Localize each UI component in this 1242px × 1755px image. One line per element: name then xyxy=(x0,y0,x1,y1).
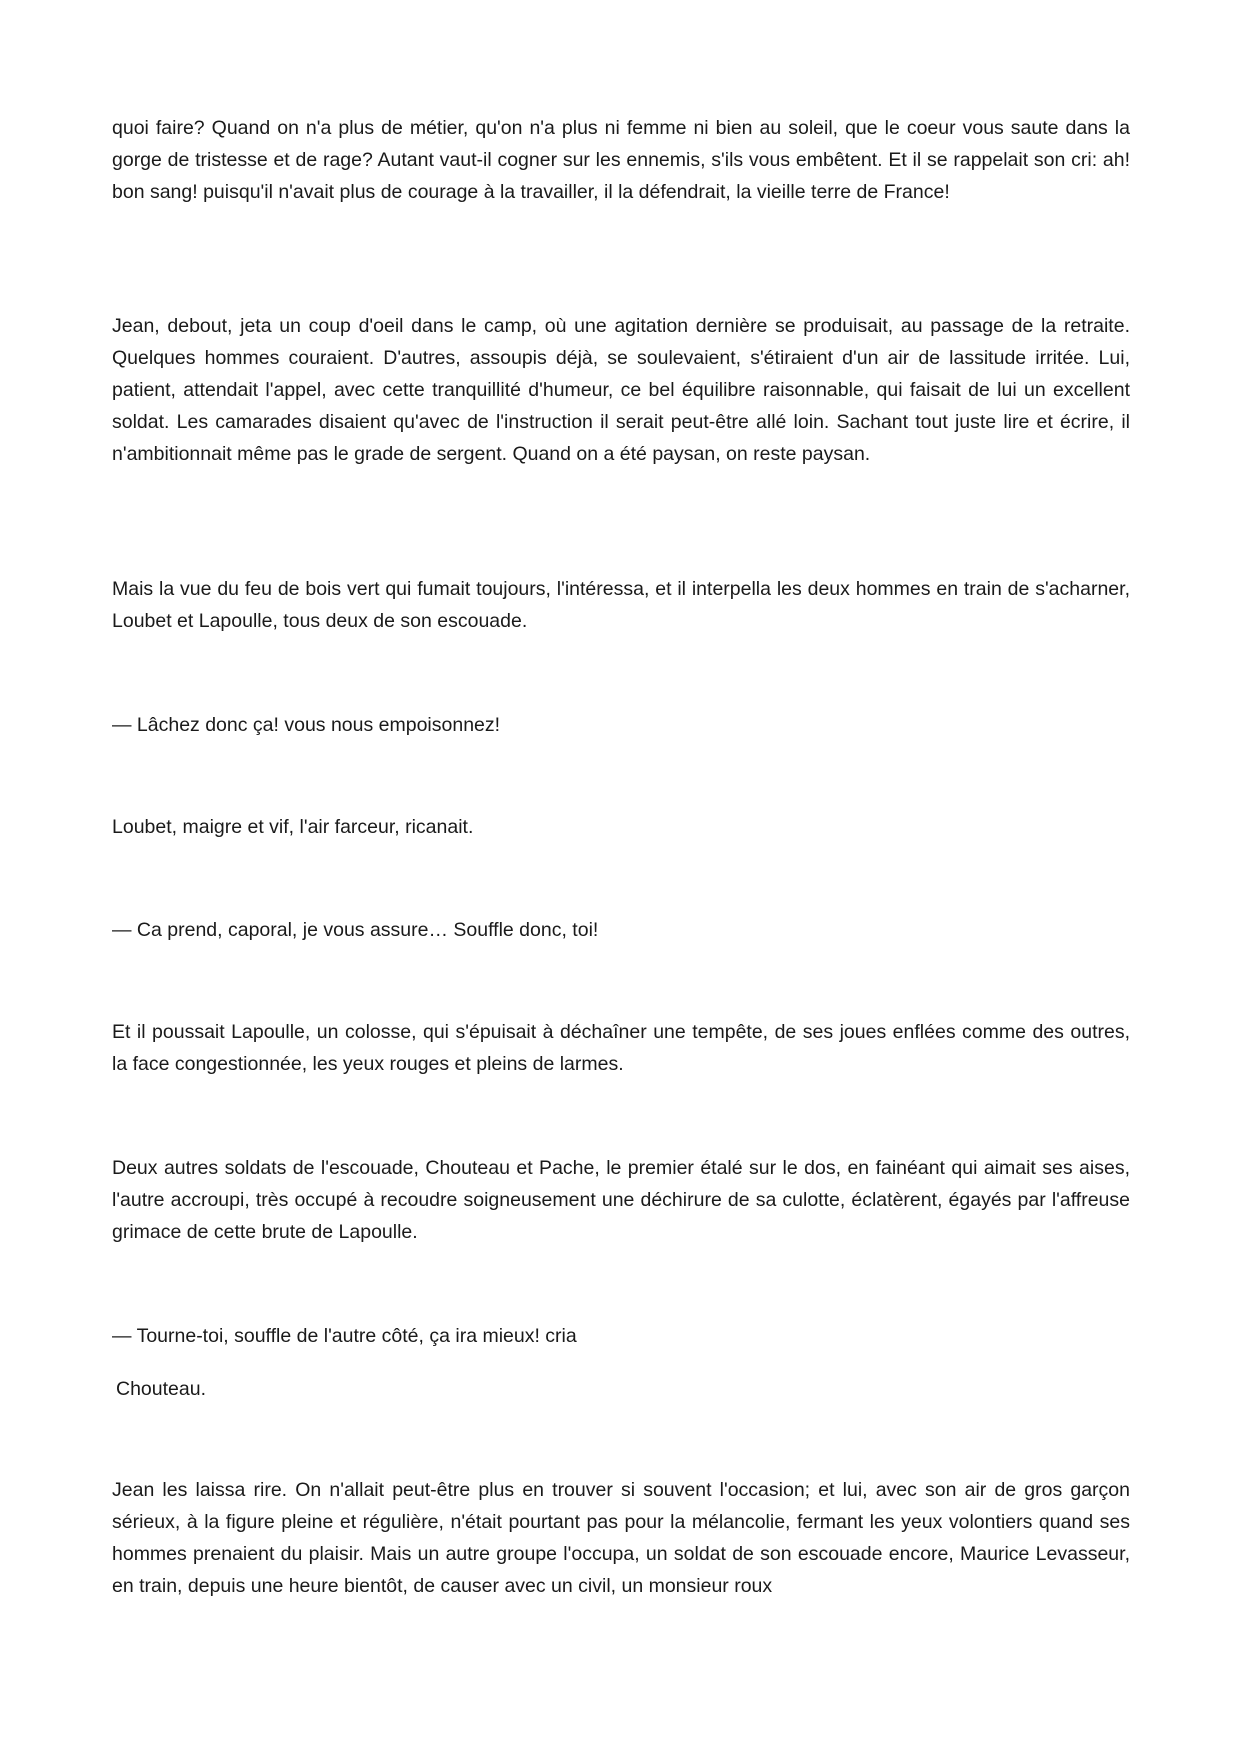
paragraph-2: Jean, debout, jeta un coup d'oeil dans le camp, où une agitation dernière se produisait, au passage de la retraite. Quelques hommes couraient. D'autres, assoupis déjà, se soulevaient, s'étiraient d'un air de lassitude irritée. Lui, patient, attendait l'appel, avec cette tranquillité d'humeur, ce bel équilibre raisonnable, qui faisait de lui un excellent soldat. Les camarades disaient qu'avec de l'instruction il serait peut-être allé loin. Sachant tout juste lire et écrire, il n'ambitionnait même pas le grade de sergent. Quand on a été paysan, on reste paysan. xyxy=(112,315,1130,465)
dialogue-line-2: — Ca prend, caporal, je vous assure… Souffle donc, toi! xyxy=(112,919,599,941)
paragraph-1: quoi faire? Quand on n'a plus de métier, qu'on n'a plus ni femme ni bien au soleil, que le coeur vous saute dans la gorge de tristesse et de rage? Autant vaut-il cogner sur les ennemis, s'ils vous embêtent. Et il se rappelait son cri: ah! bon sang! puisqu'il n'avait plus de courage à la travailler, il la défendrait, la vieille terre de France! xyxy=(112,117,1130,203)
dialogue-line-3: — Tourne-toi, souffle de l'autre côté, ça ira mieux! cria xyxy=(112,1325,577,1347)
paragraph-4: Loubet, maigre et vif, l'air farceur, ricanait. xyxy=(112,816,474,838)
paragraph-6: Deux autres soldats de l'escouade, Chouteau et Pache, le premier étalé sur le dos, en fainéant qui aimait ses aises, l'autre accroupi, très occupé à recoudre soigneusement une déchirure de sa culotte, éclatèrent, égayés par l'affreuse grimace de cette brute de Lapoulle. xyxy=(112,1157,1130,1243)
paragraph-7: Jean les laissa rire. On n'allait peut-être plus en trouver si souvent l'occasion; et lui, avec son air de gros garçon sérieux, à la figure pleine et régulière, n'était pourtant pas pour la mélancolie, fermant les yeux volontiers quand ses hommes prenaient du plaisir. Mais un autre groupe l'occupa, un soldat de son escouade encore, Maurice Levasseur, en train, depuis une heure bientôt, de causer avec un civil, un monsieur roux xyxy=(112,1479,1130,1597)
dialogue-speaker: Chouteau. xyxy=(116,1378,206,1400)
dialogue-line-1: — Lâchez donc ça! vous nous empoisonnez! xyxy=(112,714,501,736)
paragraph-5: Et il poussait Lapoulle, un colosse, qui s'épuisait à déchaîner une tempête, de ses joues enflées comme des outres, la face congestionnée, les yeux rouges et pleins de larmes. xyxy=(112,1021,1130,1075)
paragraph-3: Mais la vue du feu de bois vert qui fumait toujours, l'intéressa, et il interpella les deux hommes en train de s'acharner, Loubet et Lapoulle, tous deux de son escouade. xyxy=(112,578,1130,632)
